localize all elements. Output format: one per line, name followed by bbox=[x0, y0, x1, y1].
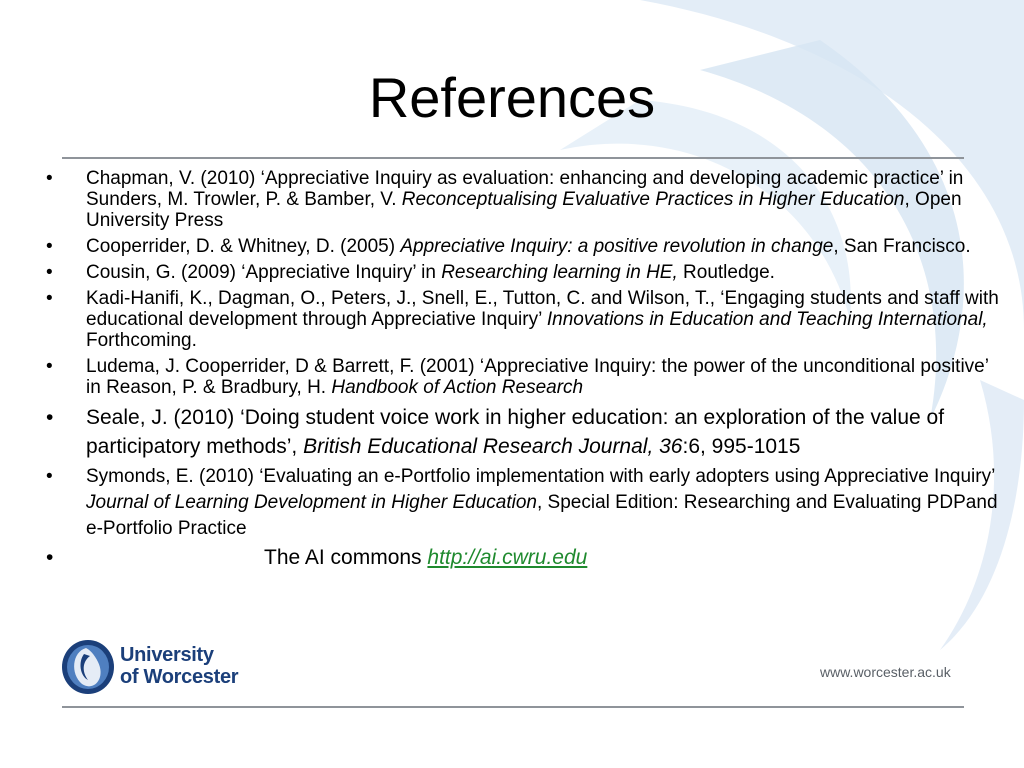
reference-item-cousin bbox=[46, 262, 1006, 283]
ai-commons-text: The AI commons bbox=[264, 546, 428, 569]
reference-text: , Special Edition: Researching and Evaluating PDPand e-Portfolio Practice bbox=[86, 492, 998, 539]
logo-line-2: of Worcester bbox=[120, 666, 239, 688]
reference-text: Symonds, E. (2010) ‘Evaluating an e-Portfolio implementation with early adopters using Appreciative Inquiry’ bbox=[86, 466, 995, 487]
reference-text: Ludema, J. Cooperrider, D & Barrett, F. (2001) ‘Appreciative Inquiry: the power of the unconditional positive’ in Reason, P. & Bradbury, H. bbox=[86, 356, 989, 398]
reference-text: Cousin, G. (2009) ‘Appreciative Inquiry’ in bbox=[86, 262, 442, 283]
logo-emblem-icon bbox=[60, 638, 116, 696]
reference-item-symonds bbox=[46, 464, 1006, 542]
references-list bbox=[46, 168, 1006, 573]
reference-item-seale bbox=[46, 403, 1006, 461]
reference-item-chapman bbox=[46, 168, 1006, 231]
reference-title: Researching learning in HE, bbox=[441, 262, 678, 283]
reference-text: Chapman, V. (2010) ‘Appreciative Inquiry as evaluation: enhancing and developing academic practice’ in Sunders, M. Trowler, P. & Bamber, V. bbox=[86, 168, 964, 210]
footer-divider bbox=[62, 706, 964, 708]
reference-text: :6, 995-1015 bbox=[682, 435, 801, 458]
ai-commons-link[interactable]: http://ai.cwru.edu bbox=[427, 546, 588, 569]
reference-text: Routledge. bbox=[677, 262, 775, 283]
reference-text: , Open University Press bbox=[86, 189, 962, 231]
reference-item-ludema bbox=[46, 356, 1006, 398]
reference-title: Innovations in Education and Teaching International, bbox=[546, 309, 988, 330]
slide-title: References bbox=[368, 66, 656, 129]
logo-wordmark bbox=[120, 644, 238, 688]
reference-text: , San Francisco. bbox=[833, 236, 971, 257]
reference-text: Kadi-Hanifi, K., Dagman, O., Peters, J., Snell, E., Tutton, C. and Wilson, T., ‘Engaging students and staff with educational development through Appreciative Inquiry’ bbox=[86, 288, 999, 330]
title-divider bbox=[62, 157, 964, 159]
reference-title: Appreciative Inquiry: a positive revolution in change bbox=[400, 236, 834, 257]
reference-text: Cooperrider, D. & Whitney, D. (2005) bbox=[86, 236, 401, 257]
reference-title: Reconceptualising Evaluative Practices in Higher Education bbox=[401, 189, 905, 210]
reference-item-ai-commons bbox=[46, 547, 1006, 568]
reference-title: Handbook of Action Research bbox=[331, 377, 584, 398]
university-logo bbox=[60, 636, 260, 698]
reference-item-cooperrider bbox=[46, 236, 1006, 257]
logo-line-1: University bbox=[120, 644, 214, 666]
reference-title: Journal of Learning Development in Higher Education bbox=[86, 492, 537, 513]
reference-text: Forthcoming. bbox=[86, 330, 197, 351]
reference-item-kadi-hanifi bbox=[46, 288, 1006, 351]
reference-text: Seale, J. (2010) ‘Doing student voice work in higher education: an exploration of the value of participatory methods’, bbox=[86, 406, 945, 458]
website-url: www.worcester.ac.uk bbox=[820, 664, 951, 680]
reference-title: British Educational Research Journal, 36 bbox=[303, 435, 683, 458]
